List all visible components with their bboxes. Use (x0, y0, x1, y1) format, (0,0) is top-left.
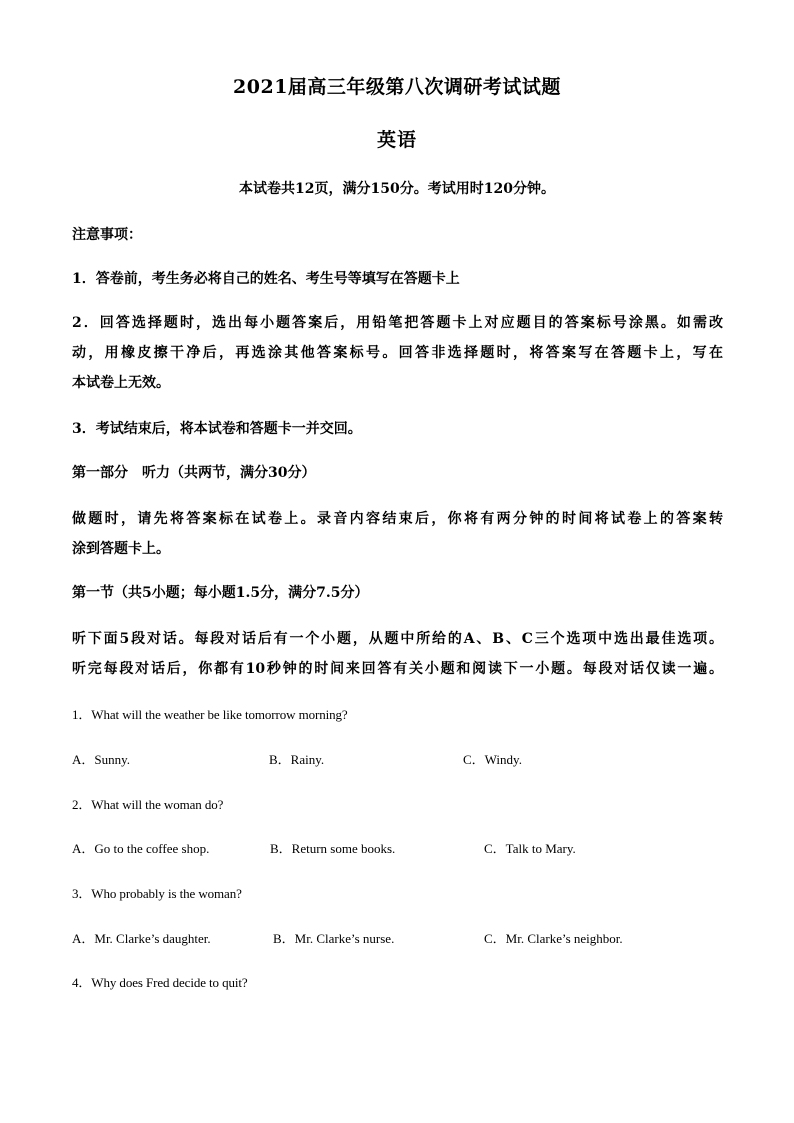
exam-title: 2021届高三年级第八次调研考试试题 (233, 76, 561, 98)
question-3-option-c: C．Mr. Clarke’s neighbor. (484, 931, 623, 946)
question-2-option-c: C．Talk to Mary. (484, 841, 576, 856)
question-3: 3．Who probably is the woman? (72, 886, 242, 901)
question-4: 4．Why does Fred decide to quit? (72, 975, 248, 990)
notes-item-2-line-1: 2．回答选择题时，选出每小题答案后，用铅笔把答题卡上对应题目的答案标号涂黑。如需改 (72, 315, 723, 331)
part1-instruction-line-1: 做题时，请先将答案标在试卷上。录音内容结束后，你将有两分钟的时间将试卷上的答案转 (72, 511, 723, 527)
question-1-option-c: C．Windy. (463, 752, 522, 767)
notes-item-2-line-3: 本试卷上无效。 (72, 375, 170, 391)
question-1-option-b: B．Rainy. (269, 752, 325, 767)
part1-instruction-line-2: 涂到答题卡上。 (72, 541, 170, 557)
part1-heading: 第一部分 听力（共两节，满分30分） (72, 465, 316, 481)
section1-heading: 第一节（共5小题；每小题1.5分，满分7.5分） (72, 585, 369, 601)
notes-heading: 注意事项： (72, 227, 142, 243)
question-2: 2．What will the woman do? (72, 797, 224, 812)
section1-instruction-line-1: 听下面5段对话。每段对话后有一个小题，从题中所给的A、B、C三个选项中选出最佳选项。 (72, 631, 723, 647)
notes-item-1: 1．答卷前，考生务必将自己的姓名、考生号等填写在答题卡上 (72, 271, 460, 287)
notes-item-2-line-2: 动，用橡皮擦干净后，再选涂其他答案标号。回答非选择题时，将答案写在答题卡上，写在 (72, 345, 723, 361)
question-2-option-b: B．Return some books. (270, 841, 396, 856)
exam-subject: 英语 (376, 129, 417, 151)
question-2-option-a: A．Go to the coffee shop. (72, 841, 210, 856)
question-1: 1．What will the weather be like tomorrow morning? (72, 707, 348, 722)
exam-info: 本试卷共12页，满分150分。考试用时120分钟。 (239, 181, 555, 197)
question-3-option-a: A．Mr. Clarke’s daughter. (72, 931, 211, 946)
section1-instruction-line-2: 听完每段对话后，你都有10秒钟的时间来回答有关小题和阅读下一小题。每段对话仅读一遍。 (72, 661, 723, 677)
question-1-option-a: A．Sunny. (72, 752, 131, 767)
question-3-option-b: B．Mr. Clarke’s nurse. (273, 931, 395, 946)
notes-item-3: 3．考试结束后，将本试卷和答题卡一并交回。 (72, 421, 362, 437)
